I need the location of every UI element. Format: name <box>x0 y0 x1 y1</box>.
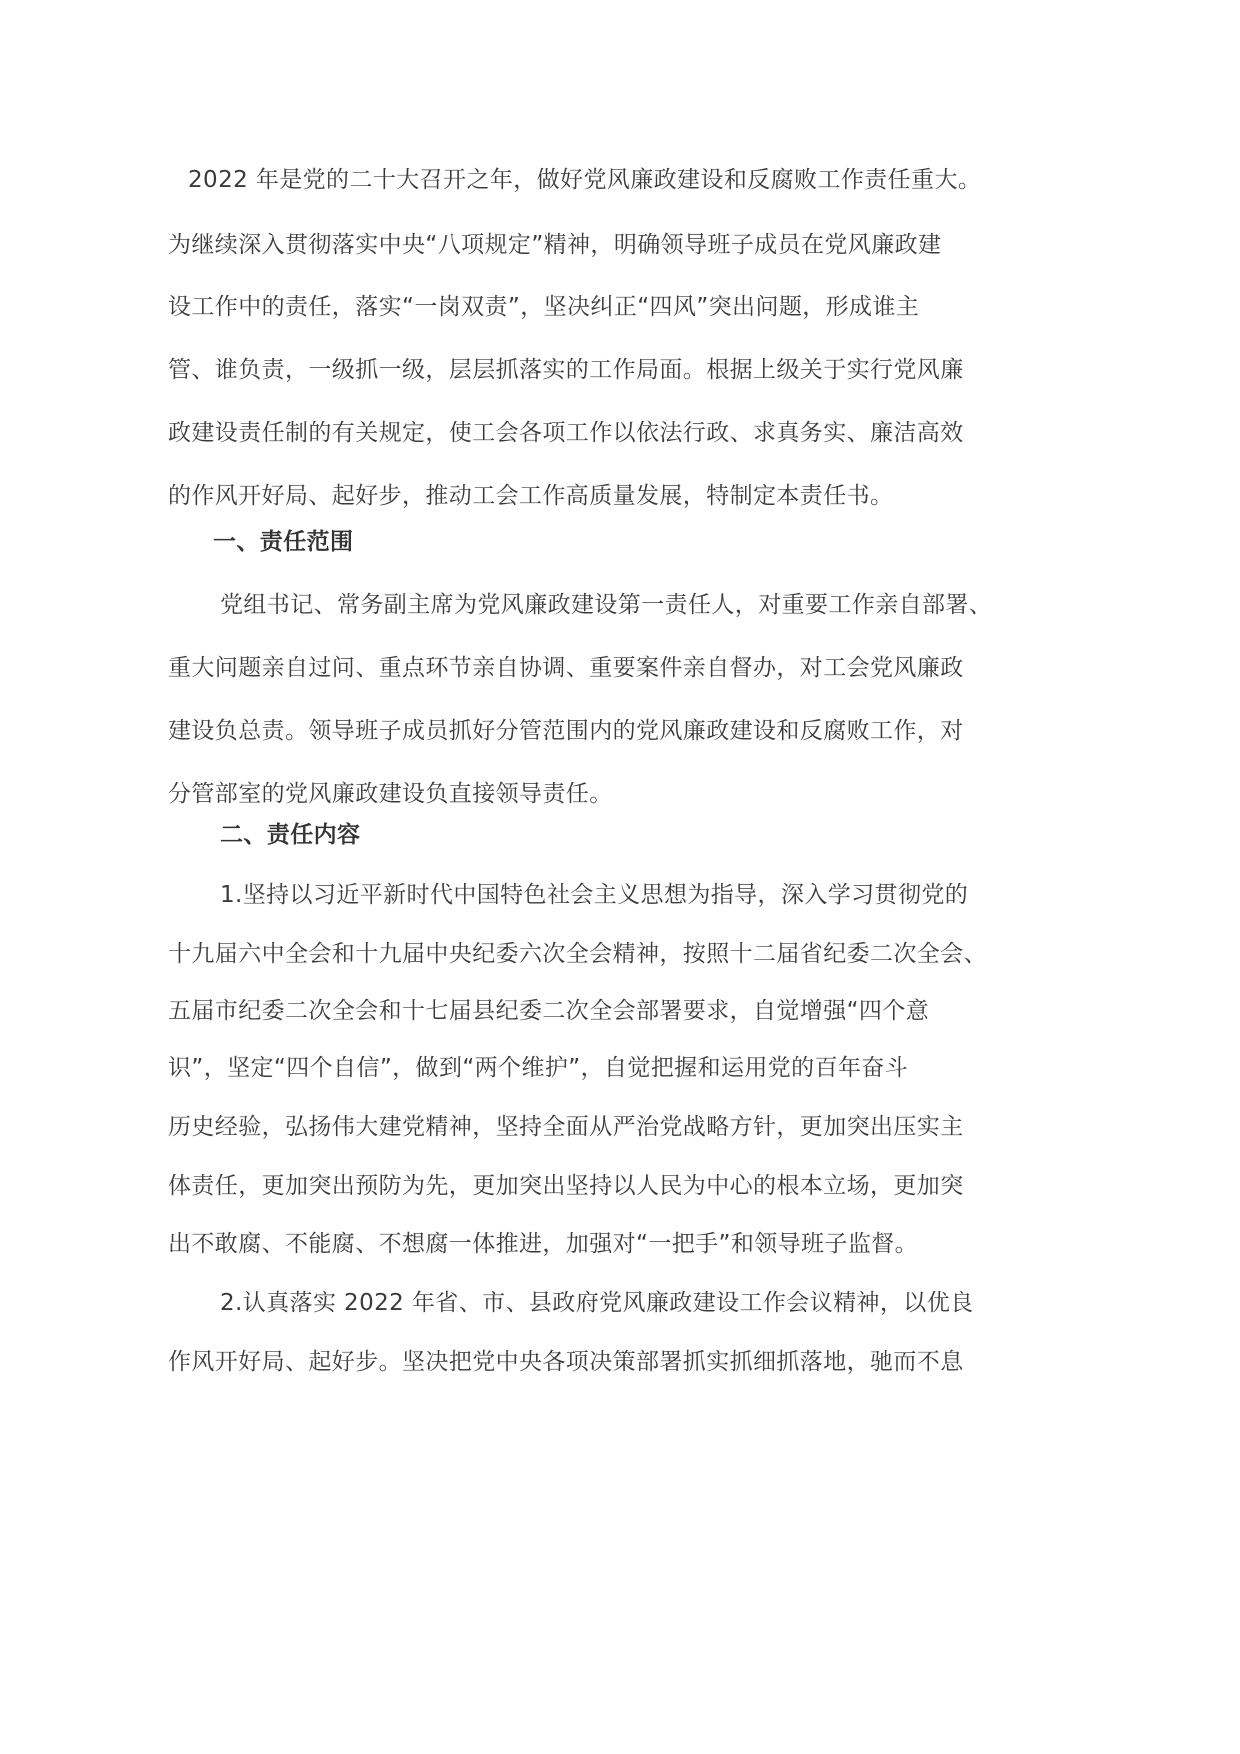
section-heading-scope: 一、责任范围 <box>213 529 354 555</box>
paragraph-scope-line-4: 分管部室的党风廉政建设负直接领导责任。 <box>168 781 613 807</box>
section-heading-content: 二、责任内容 <box>220 822 361 848</box>
paragraph-item1-line-6: 体责任，更加突出预防为先，更加突出坚持以人民为中心的根本立场，更加突 <box>168 1173 964 1199</box>
paragraph-intro-line-4: 管、谁负责，一级抓一级，层层抓落实的工作局面。根据上级关于实行党风廉 <box>168 357 964 383</box>
paragraph-intro-line-3: 设工作中的责任，落实“一岗双责”，坚决纠正“四风”突出问题，形成谁主 <box>168 294 920 320</box>
paragraph-item1-line-4: 识”，坚定“四个自信”，做到“两个维护”，自觉把握和运用党的百年奋斗 <box>168 1055 909 1081</box>
paragraph-item1-line-1: 1.坚持以习近平新时代中国特色社会主义思想为指导，深入学习贯彻党的 <box>220 882 969 908</box>
paragraph-intro-line-1: 2022 年是党的二十大召开之年，做好党风廉政建设和反腐败工作责任重大。 <box>188 167 982 193</box>
paragraph-intro-line-2: 为继续深入贯彻落实中央“八项规定”精神，明确领导班子成员在党风廉政建 <box>168 232 942 258</box>
paragraph-scope-line-2: 重大问题亲自过问、重点环节亲自协调、重要案件亲自督办，对工会党风廉政 <box>168 655 964 681</box>
paragraph-scope-line-3: 建设负总责。领导班子成员抓好分管范围内的党风廉政建设和反腐败工作，对 <box>168 718 964 744</box>
paragraph-item1-line-5: 历史经验，弘扬伟大建党精神，坚持全面从严治党战略方针，更加突出压实主 <box>168 1114 964 1140</box>
paragraph-item1-line-7: 出不敢腐、不能腐、不想腐一体推进，加强对“一把手”和领导班子监督。 <box>168 1231 919 1257</box>
paragraph-scope-line-1: 党组书记、常务副主席为党风廉政建设第一责任人，对重要工作亲自部署、 <box>220 592 993 618</box>
paragraph-intro-line-6: 的作风开好局、起好步，推动工会工作高质量发展，特制定本责任书。 <box>168 483 894 509</box>
paragraph-item1-line-2: 十九届六中全会和十九届中央纪委六次全会精神，按照十二届省纪委二次全会、 <box>168 941 987 967</box>
paragraph-intro-line-5: 政建设责任制的有关规定，使工会各项工作以依法行政、求真务实、廉洁高效 <box>168 420 964 446</box>
paragraph-item1-line-3: 五届市纪委二次全会和十七届县纪委二次全会部署要求，自觉增强“四个意 <box>168 998 930 1024</box>
paragraph-item2-line-2: 作风开好局、起好步。坚决把党中央各项决策部署抓实抓细抓落地，驰而不息 <box>168 1349 964 1375</box>
paragraph-item2-line-1: 2.认真落实 2022 年省、市、县政府党风廉政建设工作会议精神，以优良 <box>220 1290 974 1316</box>
